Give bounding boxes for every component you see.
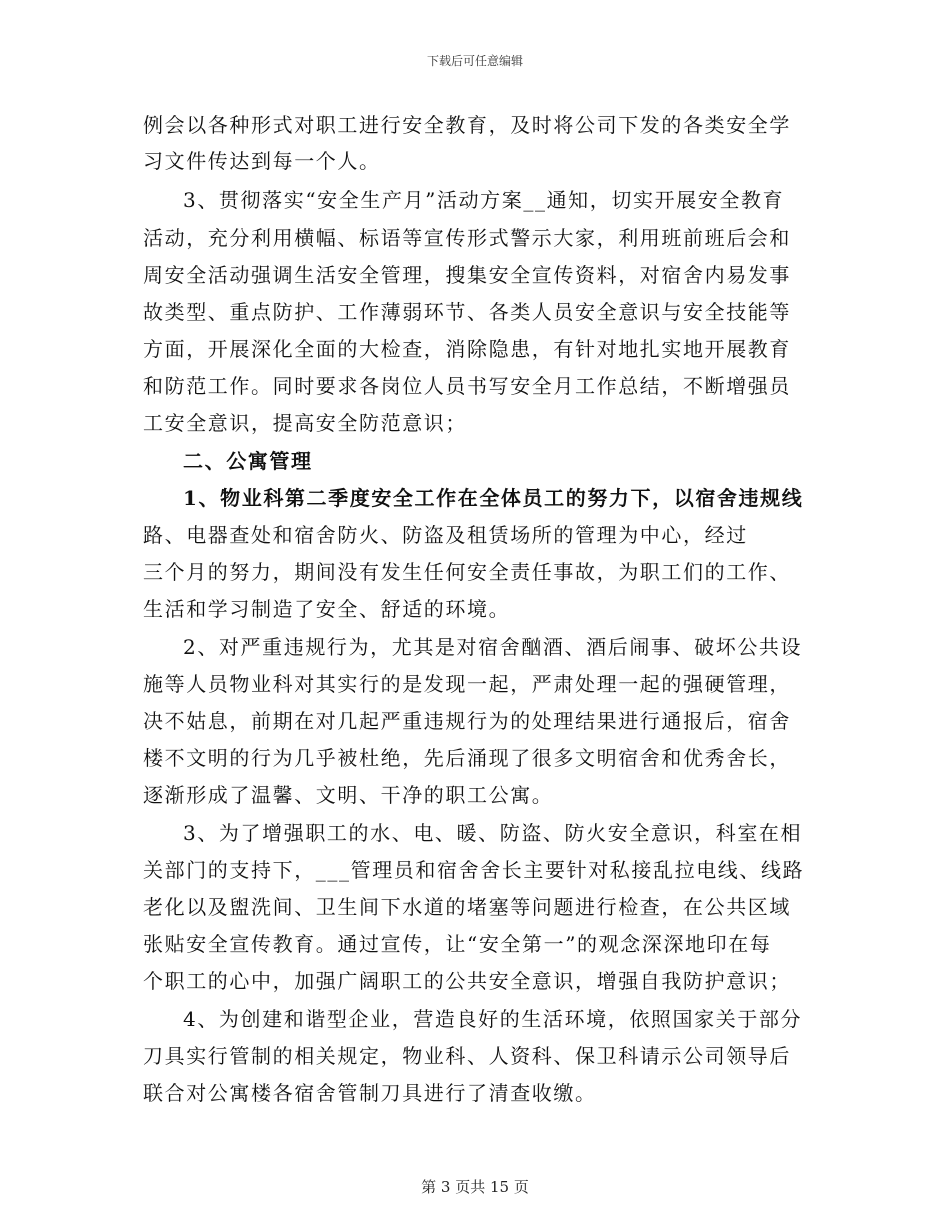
body-line-8: 和防范工作。同时要求各岗位人员书写安全月工作总结，不断增强员 (143, 374, 791, 398)
body-line-18: 楼不文明的行为几乎被杜绝，先后涌现了很多文明宿舍和优秀舍长， (143, 746, 791, 770)
page-footer: 第 3 页共 15 页 (421, 1178, 529, 1196)
body-line-9: 工安全意识，提高安全防范意识； (143, 411, 467, 435)
body-line-16: 施等人员物业科对其实行的是发现一起，严肃处理一起的强硬管理， (143, 672, 791, 696)
body-line-4: 活动，充分利用横幅、标语等宣传形式警示大家，利用班前班后会和 (143, 226, 791, 250)
body-line-3: 3、贯彻落实“安全生产月”活动方案__通知，切实开展安全教育 (183, 188, 785, 212)
body-line-25: 4、为创建和谐型企业，营造良好的生活环境，依照国家关于部分 (183, 1007, 803, 1031)
body-line-24: 个职工的心中，加强广阔职工的公共安全意识，增强自我防护意识； (143, 969, 791, 993)
body-line-1: 例会以各种形式对职工进行安全教育，及时将公司下发的各类安全学 (143, 113, 791, 137)
body-line-14: 生活和学习制造了安全、舒适的环境。 (143, 597, 511, 621)
body-line-22: 老化以及盥洗间、卫生间下水道的堵塞等问题进行检查，在公共区域 (143, 895, 791, 919)
section-heading: 二、公寓管理 (183, 449, 313, 473)
body-line-26: 刀具实行管制的相关规定，物业科、人资科、保卫科请示公司领导后 (143, 1044, 791, 1068)
body-line-19: 逐渐形成了温馨、文明、干净的职工公寓。 (143, 783, 554, 807)
body-line-13: 三个月的努力，期间没有发生任何安全责任事故，为职工们的工作、 (143, 560, 791, 584)
body-line-7: 方面，开展深化全面的大检查，消除隐患，有针对地扎实地开展教育 (143, 337, 791, 361)
body-line-2: 习文件传达到每一个人。 (143, 149, 381, 173)
body-line-23: 张贴安全宣传教育。通过宣传，让“安全第一”的观念深深地印在每 (143, 932, 772, 956)
body-line-6: 故类型、重点防护、工作薄弱环节、各类人员安全意识与安全技能等 (143, 300, 791, 324)
body-line-21: 关部门的支持下，___管理员和宿舍舍长主要针对私接乱拉电线、线路 (143, 858, 805, 882)
body-line-5: 周安全活动强调生活安全管理，搜集安全宣传资料，对宿舍内易发事 (143, 263, 791, 287)
body-line-12: 路、电器查处和宿舍防火、防盗及租赁场所的管理为中心，经过 (143, 523, 748, 547)
body-line-17: 决不姑息，前期在对几起严重违规行为的处理结果进行通报后，宿舍 (143, 709, 791, 733)
body-line-27: 联合对公寓楼各宿舍管制刀具进行了清查收缴。 (143, 1081, 597, 1105)
body-line-20: 3、为了增强职工的水、电、暖、防盗、防火安全意识，科室在相 (183, 821, 803, 845)
body-line-15: 2、对严重违规行为，尤其是对宿舍酗酒、酒后闹事、破坏公共设 (183, 635, 803, 659)
page-header: 下载后可任意编辑 (426, 54, 523, 68)
body-line-11: 1、物业科第二季度安全工作在全体员工的努力下，以宿舍违规线 (183, 486, 804, 510)
